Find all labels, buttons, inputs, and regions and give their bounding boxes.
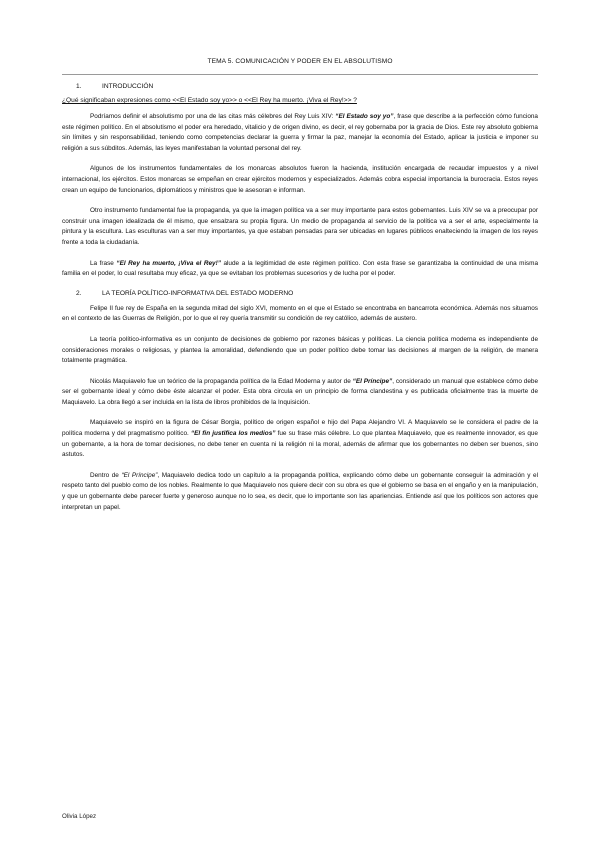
paragraph-text: , Maquiavelo dedica todo un capítulo a la propaganda política, explicando cómo debe un gobernante conseguir la admiración y el respeto tanto del pueblo como de los nobles. Realmente lo que Maquiavelo nos quiere decir con su obra es que el gobierno se basa en el engaño y en la manipulación, y que un gobernante debe parecer fuerte y generoso aunque no lo sea, es decir, que lo importante son las apariencias. Entiende así que los políticos son actores que interpretan un papel. — [62, 471, 539, 511]
paragraph: La teoría político-informativa es un conjunto de decisiones de gobierno por razones básicas y políticas. La ciencia política moderna es independiente de consideraciones morales o religiosas, y plantea la amoralidad, defendiendo que un poder político debe tomar las decisiones al margen de la religión, de manera totalmente pragmática. — [62, 335, 538, 365]
section-title: LA TEORÍA POLÍTICO-INFORMATIVA DEL ESTADO MODERNO — [102, 289, 294, 297]
title-divider — [62, 74, 538, 75]
paragraph — [62, 377, 538, 409]
paragraph-text: La frase — [90, 259, 117, 267]
paragraph: Algunos de los instrumentos fundamentales de los monarcas absolutos fueron la hacienda, institución encargada de recaudar impuestos y a nivel internacional, los ejércitos. Estos monarcas se empeñan en crear ejércitos modernos y especializados. Además cobra especial importancia la burocracia. Estos reyes crean un equipo de funcionarios, diplomáticos y ministros que le asesoran e informan. — [62, 165, 538, 194]
paragraph-text: alude a la legitimidad de este régimen político. Con esta frase se garantizaba la continuidad de una misma familia en el poder, lo cual resultaba muy eficaz, ya que se evitaban los problemas sucesorios y de lucha por el poder. — [62, 259, 539, 278]
quote-emphasis: “El fin justifica los medios” — [190, 430, 276, 438]
paragraph: Felipe II fue rey de España en la segunda mitad del siglo XVI, momento en el que el Estado se encontraba en bancarrota económica. Además nos situamos en el contexto de las Guerras de Religión, por lo que el rey quería transmitir su condición de rey católico, además de austero. — [62, 304, 538, 323]
quote-emphasis: “El Príncipe” — [121, 471, 158, 479]
section-number: 2. — [76, 289, 82, 297]
section-title: INTRODUCCIÓN — [102, 83, 154, 90]
paragraph-text: Maquiavelo se inspiró en la figura de César Borgia, político de origen español e hijo del Papa Alejandro VI. A Maquiavelo se le considera el padre de la política moderna y del pragmatismo político. — [62, 419, 538, 438]
paragraph-text: , frase que describe a la perfección cómo funciona este régimen político. En el absolutismo el poder era heredado, vitalicio y de origen divino, es decir, el rey gobernaba por la gracia de Dios. Este rey absoluto gobierna sin límites y sin responsabilidad, teniendo como competencias declarar la guerra y firmar la paz, manejar la economía del Estado, aplicar la justicia e imponer su religión a sus súbditos. Además, las leyes manifestaban la voluntad personal del rey. — [62, 113, 538, 152]
quote-emphasis: “El Estado soy yo” — [335, 113, 394, 120]
paragraph — [62, 259, 538, 280]
paragraph-text: Nicolás Maquiavelo fue un teórico de la propaganda política de la Edad Moderna y autor de — [90, 377, 353, 385]
quote-emphasis: “El Rey ha muerto, ¡Viva el Rey!” — [116, 259, 221, 267]
paragraph — [62, 471, 538, 513]
paragraph-text: fue su frase más célebre. Lo que plantea Maquiavelo, que es realmente innovador, es que un gobernante, a la hora de tomar decisiones, no debe tener en cuenta ni la religión ni la moral, además de afirmar que los gobernantes no deben ser buenos, sino astutos. — [62, 430, 538, 459]
section-heading-introduccion — [62, 83, 538, 90]
page-footer-author: Olivia López — [62, 813, 97, 820]
section-heading-teoria — [62, 290, 538, 297]
section-number: 1. — [76, 83, 82, 90]
paragraph — [62, 112, 538, 154]
document-title: TEMA 5. COMUNICACIÓN Y PODER EN EL ABSOLUTISMO — [207, 58, 393, 65]
section-question: ¿Qué significaban expresiones como <<El Estado soy yo>> o <<El Rey ha muerto. ¡Viva el Rey!>> ? — [62, 97, 357, 104]
paragraph: Otro instrumento fundamental fue la propaganda, ya que la imagen política va a ser muy importante para estos gobernantes. Luis XIV se va a preocupar por construir una imagen idealizada de él mismo, que ensalzara su propia figura. Un medio de propaganda al servicio de la política va a ser el arte, especialmente la pintura y la escultura. Las esculturas van a ser muy importantes, ya que estaban pensadas para ser ubicadas en lugares públicos enalteciendo la imagen de los reyes frente a toda la ciudadanía. — [62, 207, 538, 246]
paragraph-text: , considerado un manual que establece cómo debe ser el gobernante ideal y cómo debe éste alcanzar el poder. Esta obra circula en un principio de forma clandestina y es publicada oficialmente tras la muerte de Maquiavelo. La obra llegó a ser incluida en la lista de libros prohibidos de la Inquisición. — [62, 377, 539, 406]
paragraph — [62, 418, 538, 460]
paragraph-text: Podríamos definir el absolutismo por una de las citas más célebres del Rey Luis XIV: — [90, 113, 336, 120]
paragraph-text: Dentro de — [90, 471, 122, 479]
quote-emphasis: “El Príncipe” — [352, 377, 393, 385]
